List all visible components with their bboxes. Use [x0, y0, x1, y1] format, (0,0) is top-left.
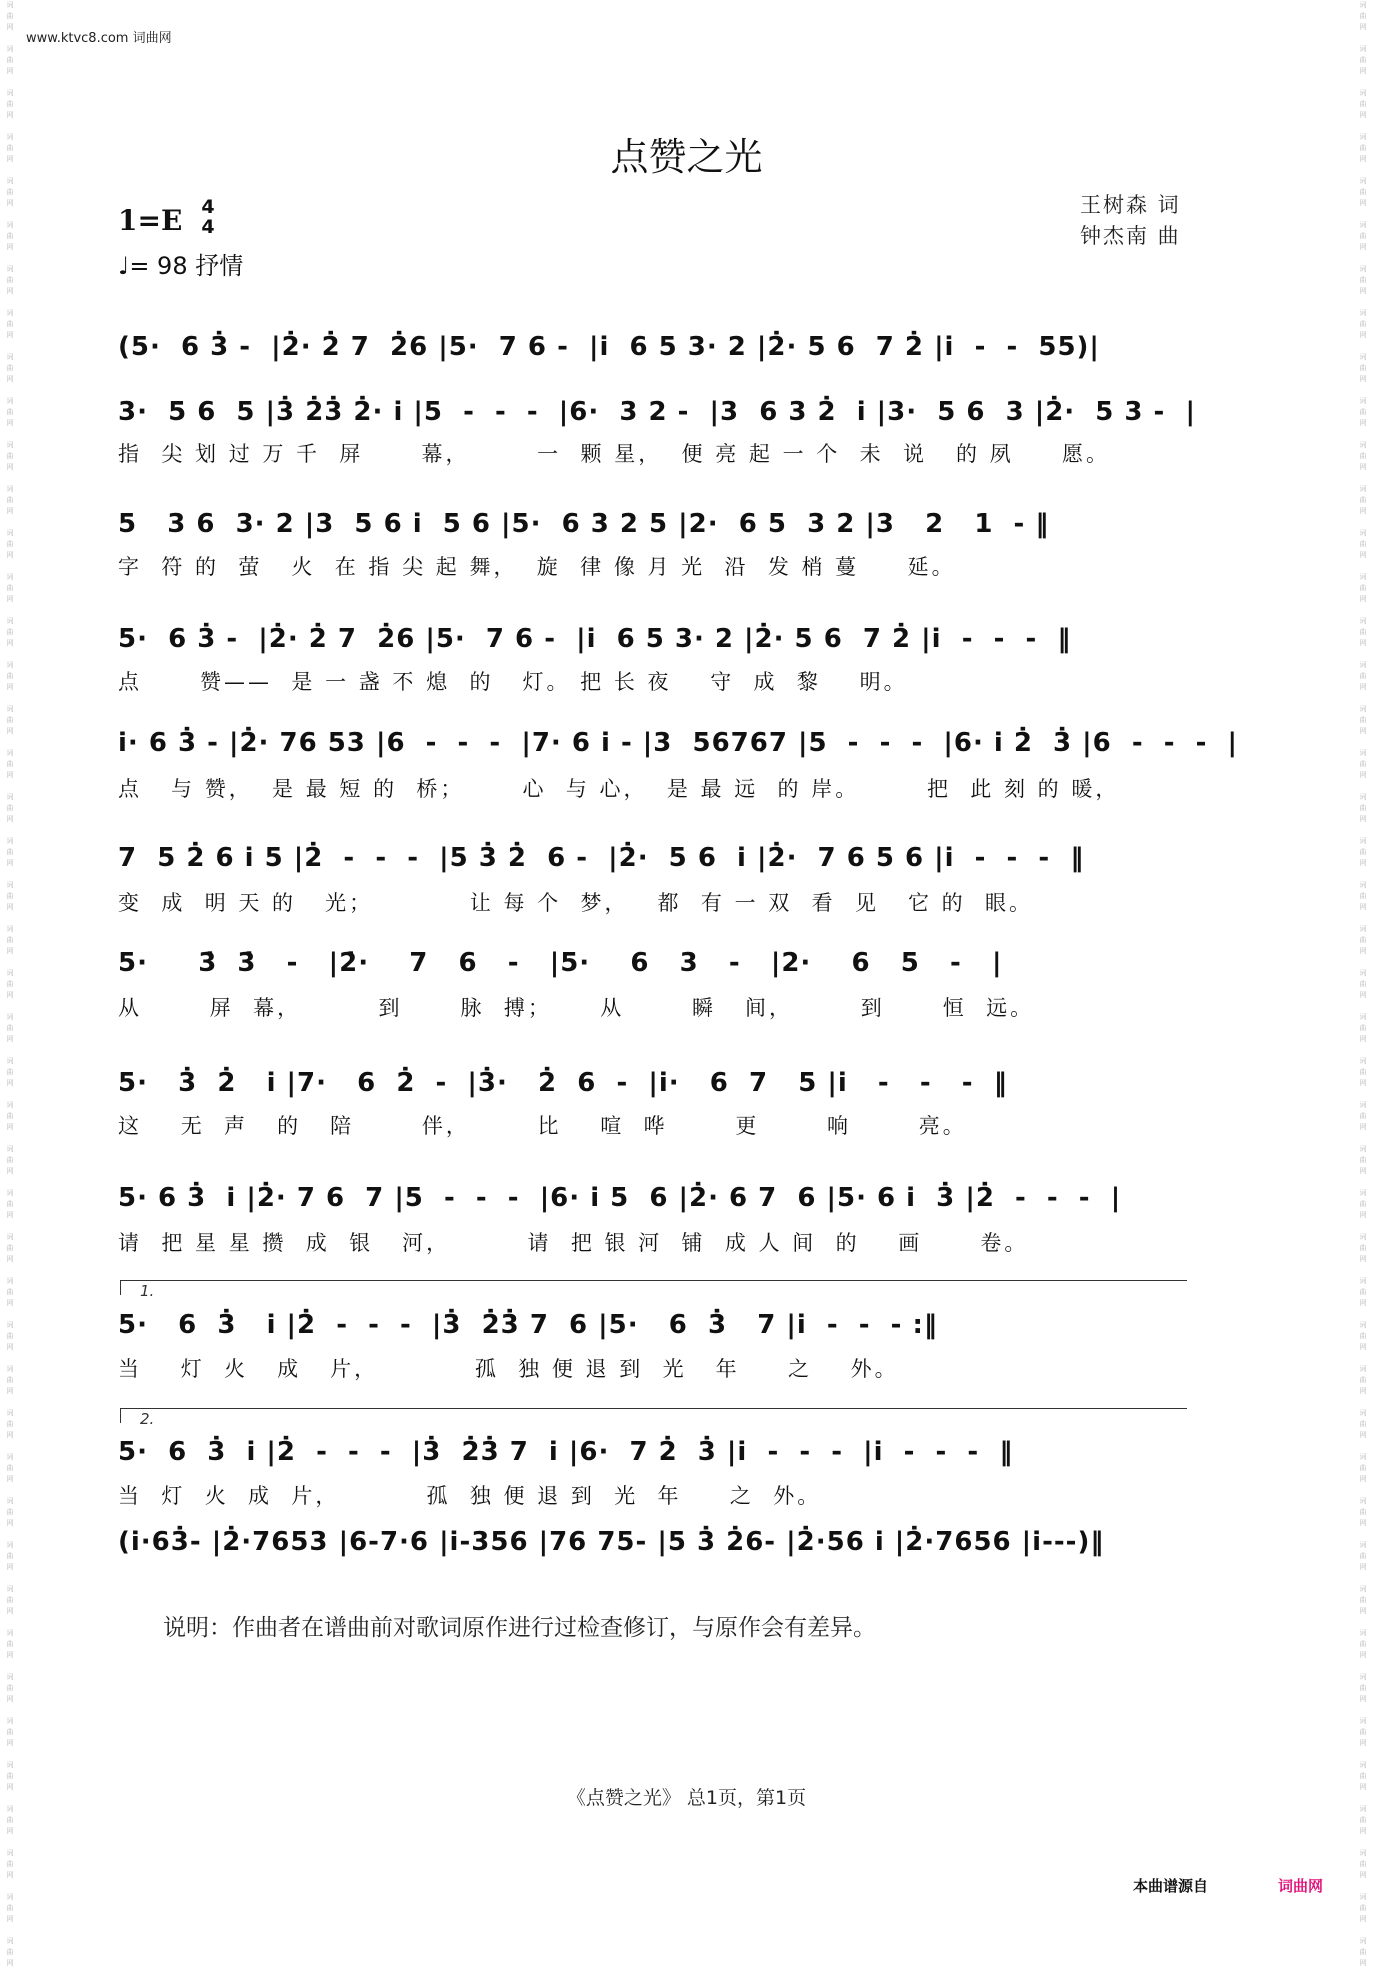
notation-line-3: 5 3 6 3· 2 |3 5 6 i 5 6 |5· 6 3 2 5 |2· 6 5 3 2 |3 2 1 - ‖ — [118, 509, 1050, 539]
notation-line-9: 5· 6 3̇ i |2̇· 7 6 7 |5 - - - |6· i 5 6 |2̇· 6 7 6 |5· 6 i 3̇ |2̇ - - - | — [118, 1183, 1122, 1213]
notation-line-12: (i·63̇- |2̇·7653 |6-7·6 |i-356 |76 75- |5 3̇ 2̇6- |2̇·56 i |2̇·7656 |i---)‖ — [118, 1527, 1105, 1557]
time-signature-bottom: 4 — [201, 216, 215, 238]
notation-line-2: 3· 5 6 5 |3̇ 2̇3̇ 2̇· i |5 - - - |6· 3 2 - |3 6 3 2̇ i |3· 5 6 3 |2̇· 5 3 - | — [118, 397, 1196, 427]
song-title: 点赞之光 — [610, 135, 763, 179]
time-signature-top: 4 — [201, 196, 215, 218]
lyrics-line-5: 点 与 赞， 是 最 短 的 桥； 心 与 心， 是 最 远 的 岸。 把 此 刻 的 暖， — [118, 777, 1120, 801]
lyrics-line-9: 请 把 星 星 攒 成 银 河， 请 把 银 河 铺 成 人 间 的 画 卷。 — [118, 1231, 1029, 1255]
right-watermark: 词 曲 网 词 曲 网 词 曲 网 词 曲 网 词 曲 网 词 曲 网 词 曲 网 词 曲 网 词 曲 网 词 曲 网 词 曲 网 词 曲 网 词 曲 网 词 曲 网 词 曲 网 词 曲 网 词 曲 网 词 曲 网 词 曲 网 词 曲 网 词 曲 网 词 曲 网 词 曲 网 词 曲 网 词 曲 网 词 曲 网 词 曲 网 词 曲 网 词 曲 网 词 曲 网 词 曲 网 词 曲 网 词 曲 网 词 曲 网 词 曲 网 词 曲 网 词 曲 网 词 曲 网 词 曲 网 词 曲 网 词 曲 网 词 曲 网 词 曲 网 词 曲 网 词 曲 网 — [1359, 1, 1367, 1967]
volta-bracket-2 — [120, 1408, 1187, 1423]
lyrics-line-3: 字 符 的 萤 火 在 指 尖 起 舞， 旋 律 像 月 光 沿 发 梢 蔓 延。 — [118, 555, 956, 579]
volta-label-2: 2. — [140, 1410, 155, 1428]
notation-line-1: (5· 6 3̇ - |2̇· 2̇ 7 2̇6 |5· 7 6 - |i 6 5 3· 2 |2̇· 5 6 7 2̇ |i - - 55)| — [118, 332, 1100, 362]
site-header: www.ktvc8.com 词曲网 — [26, 31, 172, 46]
key-signature: 1=E — [118, 204, 183, 237]
page-footer: 《点赞之光》 总1页，第1页 — [566, 1787, 807, 1809]
notation-line-10: 5· 6 3̇ i |2̇ - - - |3̇ 2̇3̇ 7 6 |5· 6 3̇ 7 |i - - - :‖ — [118, 1310, 938, 1340]
notation-line-5: i· 6 3̇ - |2̇· 76 53 |6 - - - |7· 6 i - |3 56767 |5 - - - |6· i 2̇ 3̇ |6 - - - | — [118, 728, 1239, 758]
left-watermark: 词 曲 网 词 曲 网 词 曲 网 词 曲 网 词 曲 网 词 曲 网 词 曲 网 词 曲 网 词 曲 网 词 曲 网 词 曲 网 词 曲 网 词 曲 网 词 曲 网 词 曲 网 词 曲 网 词 曲 网 词 曲 网 词 曲 网 词 曲 网 词 曲 网 词 曲 网 词 曲 网 词 曲 网 词 曲 网 词 曲 网 词 曲 网 词 曲 网 词 曲 网 词 曲 网 词 曲 网 词 曲 网 词 曲 网 词 曲 网 词 曲 网 词 曲 网 词 曲 网 词 曲 网 词 曲 网 词 曲 网 词 曲 网 词 曲 网 词 曲 网 词 曲 网 词 曲 网 — [6, 1, 14, 1967]
notation-line-7: 5· 3̇ 3̇ - |2̇· 7 6 - |5· 6 3 - |2· 6 5 - | — [118, 948, 1003, 978]
volta-label-1: 1. — [140, 1282, 155, 1300]
volta-bracket-1 — [120, 1280, 1187, 1295]
lyrics-line-6: 变 成 明 天 的 光； 让 每 个 梦， 都 有 一 双 看 见 它 的 眼。 — [118, 891, 1034, 915]
notation-line-11: 5· 6 3̇ i |2̇ - - - |3̇ 2̇3̇ 7 i |6· 7 2̇ 3̇ |i - - - |i - - - ‖ — [118, 1437, 1014, 1467]
lyrics-line-10: 当 灯 火 成 片， 孤 独 便 退 到 光 年 之 外。 — [118, 1357, 899, 1381]
brand-logo-text: 词曲网 — [1278, 1877, 1324, 1895]
tempo-marking: ♩= 98 抒情 — [118, 252, 244, 280]
lyrics-line-11: 当 灯 火 成 片， 孤 独 便 退 到 光 年 之 外。 — [118, 1484, 822, 1508]
notation-line-8: 5· 3̇ 2̇ i |7· 6 2̇ - |3̇· 2̇ 6 - |i· 6 7 5 |i - - - ‖ — [118, 1068, 1008, 1098]
lyrics-line-8: 这 无 声 的 陪 伴， 比 喧 哗 更 响 亮。 — [118, 1114, 967, 1138]
credits: 王树森 词 钟杰南 曲 — [1080, 193, 1181, 248]
source-label: 本曲谱源自 — [1133, 1877, 1209, 1895]
notation-line-6: 7 5 2̇ 6 i 5 |2̇ - - - |5 3̇ 2̇ 6 - |2̇· 5 6 i |2̇· 7 6 5 6 |i - - - ‖ — [118, 843, 1085, 873]
explanation-note: 说明：作曲者在谱曲前对歌词原作进行过检查修订，与原作会有差异。 — [163, 1615, 876, 1641]
lyrics-line-7: 从 屏 幕， 到 脉 搏； 从 瞬 间， 到 恒 远。 — [118, 996, 1035, 1020]
notation-line-4: 5· 6 3̇ - |2̇· 2̇ 7 2̇6 |5· 7 6 - |i 6 5 3· 2 |2̇· 5 6 7 2̇ |i - - - ‖ — [118, 624, 1072, 654]
lyrics-line-2: 指 尖 划 过 万 千 屏 幕， 一 颗 星， 便 亮 起 一 个 未 说 的 夙 愿。 — [118, 442, 1111, 466]
time-signature — [196, 197, 220, 237]
lyrics-line-4: 点 赞—— 是 一 盏 不 熄 的 灯。 把 长 夜 守 成 黎 明。 — [118, 670, 908, 694]
